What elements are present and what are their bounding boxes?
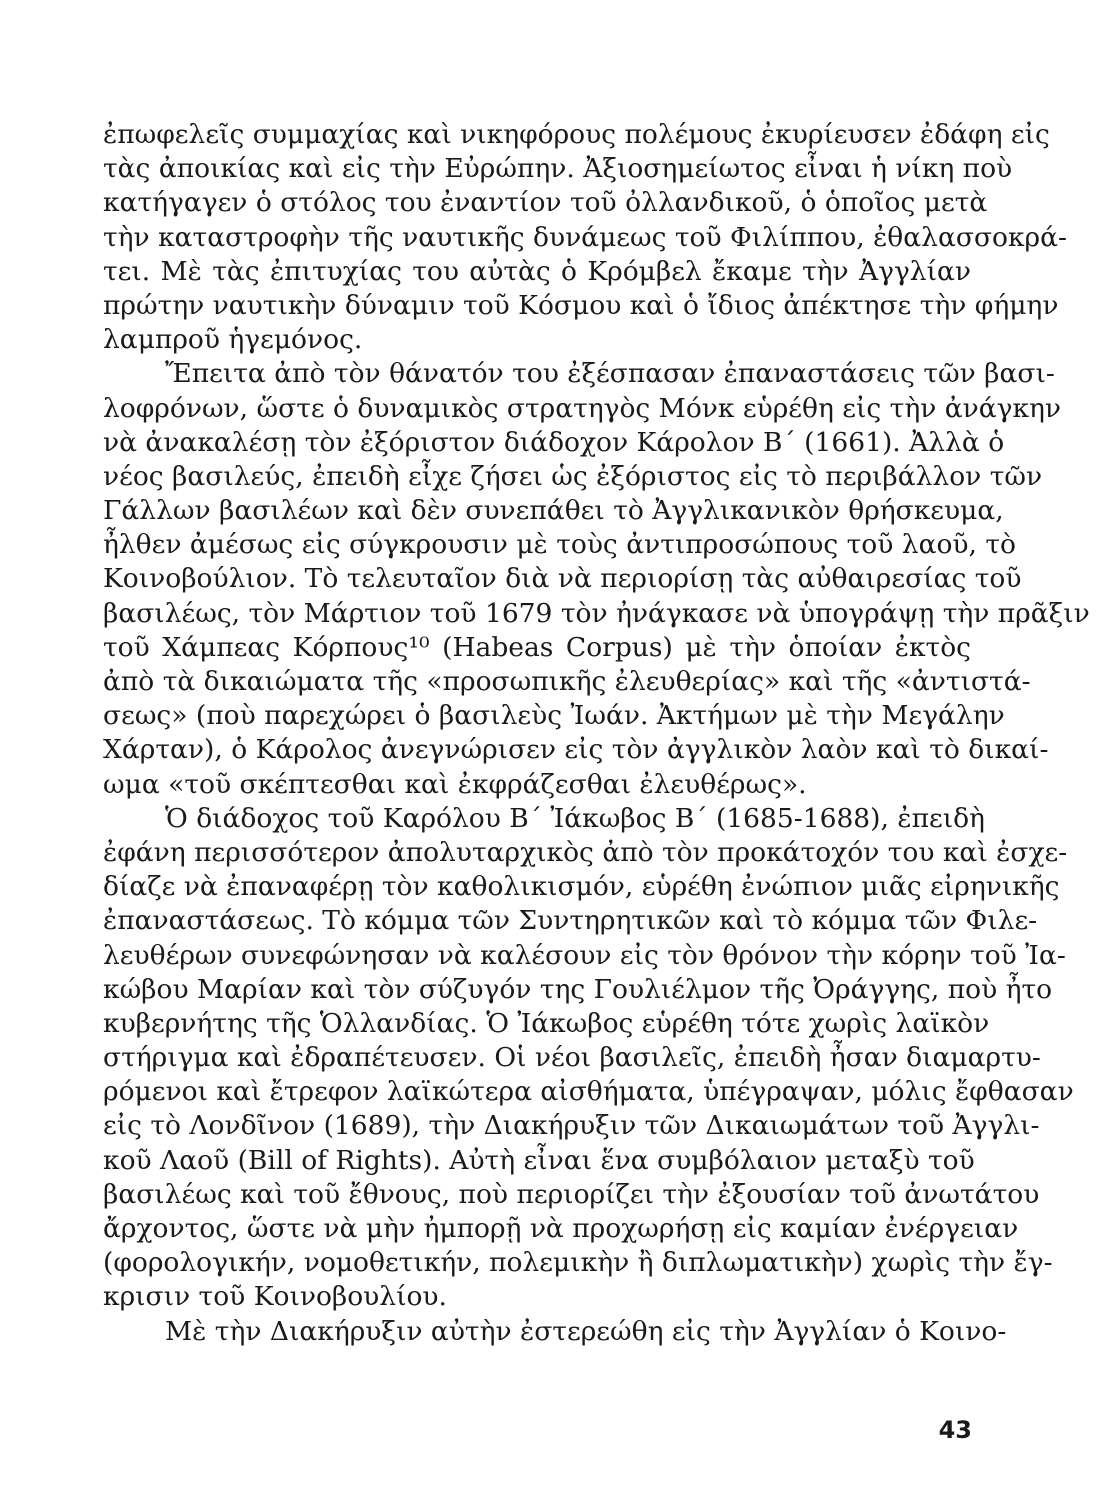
text-line: τὴν καταστροφὴν τῆς ναυτικῆς δυνάμεως τοῦ Φιλίππου, ἐθαλασσοκρά- xyxy=(103,221,1067,253)
text-line: ἐπωφελεῖς συμμαχίας καὶ νικηφόρους πολέμους ἐκυρίευσεν ἐδάφη εἰς xyxy=(103,119,1050,150)
page-number: 43 xyxy=(938,1416,972,1444)
text-line: βασιλέως, τὸν Μάρτιον τοῦ 1679 τὸν ἠνάγκασε νὰ ὑπογράψῃ τὴν πρᾶξιν xyxy=(103,597,1090,629)
text-line: κοῦ Λαοῦ (Bill of Rights). Αὐτὴ εἶναι ἕνα συμβόλαιον μεταξὺ τοῦ xyxy=(103,1144,975,1176)
text-line: (φορολογικήν, νομοθετικήν, πολεμικὴν ἢ διπλωματικὴν) χωρὶς τὴν ἔγ- xyxy=(103,1247,1053,1279)
text-line: λοφρόνων, ὥστε ὁ δυναμικὸς στρατηγὸς Μόνκ εὑρέθη εἰς τὴν ἀνάγκην xyxy=(103,392,1062,424)
text-line: δίαζε νὰ ἐπαναφέρῃ τὸν καθολικισμόν, εὑρέθη ἐνώπιον μιᾶς εἰρηνικῆς xyxy=(103,871,1060,903)
text-line: λευθέρων συνεφώνησαν νὰ καλέσουν εἰς τὸν θρόνον τὴν κόρην τοῦ Ἰα- xyxy=(103,939,1066,971)
text-line: κώβου Μαρίαν καὶ τὸν σύζυγόν της Γουλιέλμον τῆς Ὀράγγης, ποὺ ἦτο xyxy=(103,973,1053,1005)
text-line: ἀπὸ τὰ δικαιώματα τῆς «προσωπικῆς ἐλευθερίας» καὶ τῆς «ἀντιστά- xyxy=(103,666,1031,697)
text-line: νὰ ἀνακαλέσῃ τὸν ἐξόριστον διάδοχον Κάρολον Β΄ (1661). Ἀλλὰ ὁ xyxy=(103,426,1005,458)
text-line: σεως» (ποὺ παρεχώρει ὁ βασιλεὺς Ἰωάν. Ἀκτήμων μὲ τὴν Μεγάλην xyxy=(103,700,1005,732)
text-line: Γάλλων βασιλέων καὶ δὲν συνεπάθει τὸ Ἀγγλικανικὸν θρήσκευμα, xyxy=(103,495,1004,527)
text-line: Κοινοβούλιον. Τὸ τελευταῖον διὰ νὰ περιορίσῃ τὰς αὐθαιρεσίας τοῦ xyxy=(103,563,1022,595)
text-line: ἐφάνη περισσότερον ἀπολυταρχικὸς ἀπὸ τὸν προκάτοχόν του καὶ ἐσχε- xyxy=(103,836,1068,868)
text-line: ωμα «τοῦ σκέπτεσθαι καὶ ἐκφράζεσθαι ἐλευθέρως». xyxy=(103,768,807,800)
text-line: λαμπροῦ ἡγεμόνος. xyxy=(103,324,363,356)
text-line: Ἔπειτα ἀπὸ τὸν θάνατόν του ἐξέσπασαν ἐπαναστάσεις τῶν βασι- xyxy=(165,358,1055,390)
text-line: στήριγμα καὶ ἐδραπέτευσεν. Οἱ νέοι βασιλεῖς, ἐπειδὴ ἦσαν διαμαρτυ- xyxy=(103,1042,1041,1074)
text-line: ἄρχοντος, ὥστε νὰ μὴν ἠμπορῇ νὰ προχωρήσῃ εἰς καμίαν ἐνέργειαν xyxy=(103,1213,1019,1244)
text-line: Μὲ τὴν Διακήρυξιν αὐτὴν ἐστερεώθη εἰς τὴν Ἀγγλίαν ὁ Κοινο- xyxy=(165,1315,1007,1347)
text-line: κατήγαγεν ὁ στόλος του ἐναντίον τοῦ ὀλλανδικοῦ, ὁ ὁποῖος μετὰ xyxy=(103,187,988,219)
text-line: βασιλέως καὶ τοῦ ἔθνους, ποὺ περιορίζει τὴν ἐξουσίαν τοῦ ἀνωτάτου xyxy=(103,1178,1040,1210)
text-line: εἰς τὸ Λονδῖνον (1689), τὴν Διακήρυξιν τῶν Δικαιωμάτων τοῦ Ἀγγλι- xyxy=(103,1110,1040,1142)
text-line: νέος βασιλεύς, ἐπειδὴ εἶχε ζήσει ὡς ἐξόριστος εἰς τὸ περιβάλλον τῶν xyxy=(103,460,1043,492)
text-line: κυβερνήτης τῆς Ὁλλανδίας. Ὁ Ἰάκωβος εὑρέθη τότε χωρὶς λαϊκὸν xyxy=(103,1007,990,1039)
text-line: τοῦ Χάμπεας Κόρπους¹⁰ (Habeas Corpus) μὲ τὴν ὁποίαν ἐκτὸς xyxy=(103,631,971,663)
text-line: Χάρταν), ὁ Κάρολος ἀνεγνώρισεν εἰς τὸν ἀγγλικὸν λαὸν καὶ τὸ δικαί- xyxy=(103,734,1049,766)
text-line: ἦλθεν ἀμέσως εἰς σύγκρουσιν μὲ τοὺς ἀντιπροσώπους τοῦ λαοῦ, τὸ xyxy=(103,529,1017,561)
text-line: Ὁ διάδοχος τοῦ Καρόλου Β΄ Ἰάκωβος Β΄ (1685-1688), ἐπειδὴ xyxy=(165,802,985,834)
body-text xyxy=(103,118,1090,1349)
text-line: ρόμενοι καὶ ἔτρεφον λαϊκώτερα αἰσθήματα, ὑπέγραψαν, μόλις ἔφθασαν xyxy=(103,1076,1074,1108)
text-line: ἐπαναστάσεως. Τὸ κόμμα τῶν Συντηρητικῶν καὶ τὸ κόμμα τῶν Φιλε- xyxy=(103,905,1038,937)
text-line: πρώτην ναυτικὴν δύναμιν τοῦ Κόσμου καὶ ὁ ἴδιος ἀπέκτησε τὴν φήμην xyxy=(103,289,1059,321)
text-line: τὰς ἀποικίας καὶ εἰς τὴν Εὐρώπην. Ἀξιοσημείωτος εἶναι ἡ νίκη ποὺ xyxy=(103,153,1013,185)
text-line: τει. Μὲ τὰς ἐπιτυχίας του αὐτὰς ὁ Κρόμβελ ἔκαμε τὴν Ἀγγλίαν xyxy=(103,255,971,287)
text-line: κρισιν τοῦ Κοινοβουλίου. xyxy=(103,1281,447,1313)
